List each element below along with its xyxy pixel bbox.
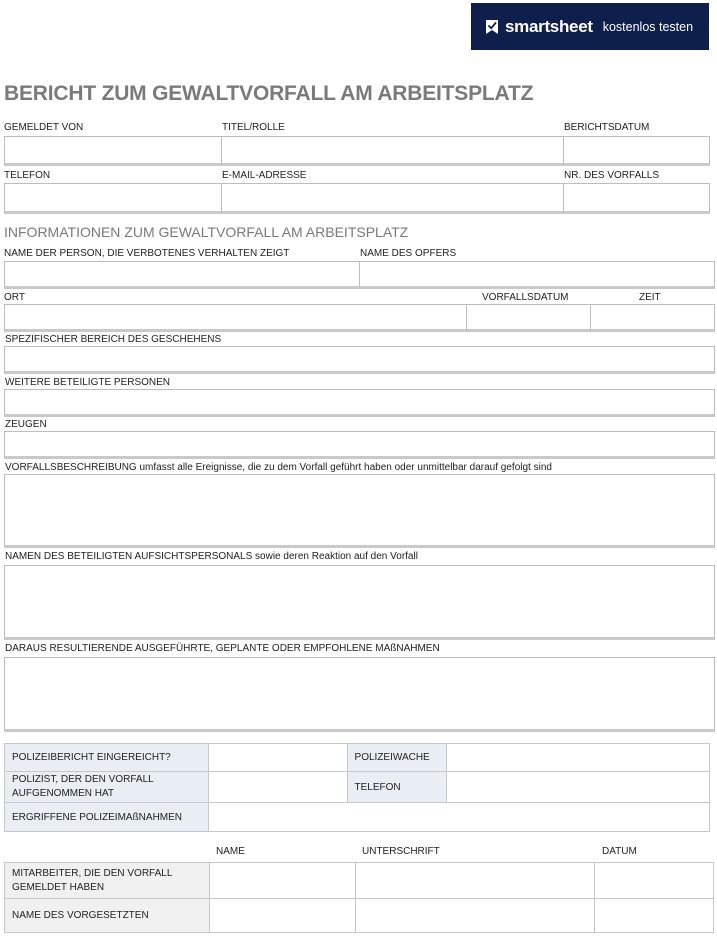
table-row (5, 803, 710, 832)
specific-area-label: SPEZIFISCHER BEREICH DES GESCHEHENS (5, 334, 222, 345)
police-measures-cell[interactable] (208, 803, 709, 832)
witnesses-label: ZEUGEN (5, 419, 47, 430)
sig-employee-date-input[interactable] (595, 873, 713, 888)
incident-no-input[interactable] (564, 184, 709, 211)
table-row (5, 772, 710, 803)
victim-name-label: NAME DES OPFERS (360, 248, 457, 259)
sig-supervisor-name-input[interactable] (210, 908, 355, 923)
sig-supervisor-signature-cell[interactable] (355, 899, 595, 933)
police-officer-label: POLIZIST, DER DEN VORFALL AUFGENOMMEN HAT (5, 772, 209, 803)
police-report-filed-cell[interactable] (208, 744, 347, 772)
table-row (5, 899, 714, 933)
banner-brand: smartsheet (505, 16, 593, 36)
others-involved-label: WEITERE BETEILIGTE PERSONEN (5, 377, 171, 388)
offender-name-input[interactable] (5, 262, 359, 286)
police-measures-input[interactable] (209, 810, 709, 825)
others-involved-input[interactable] (5, 390, 714, 414)
sig-col-date-label: DATUM (602, 846, 637, 857)
others-involved-field[interactable] (4, 389, 715, 417)
sig-supervisor-date-cell[interactable] (595, 899, 714, 933)
page-title: BERICHT ZUM GEWALTVORFALL AM ARBEITSPLATZ (4, 82, 534, 105)
sig-supervisor-date-input[interactable] (595, 908, 713, 923)
report-date-label: BERICHTSDATUM (564, 122, 650, 133)
location-field[interactable] (4, 304, 467, 332)
description-textarea[interactable] (5, 475, 714, 545)
section-title: INFORMATIONEN ZUM GEWALTVORFALL AM ARBEITSPLATZ (4, 224, 409, 240)
police-officer-input[interactable] (209, 780, 347, 795)
incident-date-label: VORFALLSDATUM (482, 292, 569, 303)
email-label: E-MAIL-ADRESSE (222, 170, 307, 181)
witnesses-input[interactable] (5, 432, 714, 456)
incident-no-field[interactable] (563, 183, 710, 214)
sig-supervisor-signature-input[interactable] (356, 908, 595, 923)
sig-employee-name-input[interactable] (210, 873, 355, 888)
police-report-filed-input[interactable] (209, 750, 347, 765)
sig-employee-date-cell[interactable] (595, 863, 714, 899)
report-date-input[interactable] (564, 137, 709, 163)
incident-no-label: NR. DES VORFALLS (564, 170, 660, 181)
actions-textarea[interactable] (5, 658, 714, 729)
actions-field[interactable] (4, 657, 715, 732)
sig-employee-signature-cell[interactable] (355, 863, 595, 899)
table-row (5, 863, 714, 899)
phone-field[interactable] (4, 183, 222, 214)
offender-name-label: NAME DER PERSON, DIE VERBOTENES VERHALTEN ZEIGT (4, 248, 290, 259)
report-date-field[interactable] (563, 136, 710, 166)
supervisors-field[interactable] (4, 565, 715, 640)
smartsheet-logo-icon (485, 18, 499, 36)
sig-employee-label: MITARBEITER, DIE DEN VORFALL GEMELDET HABEN (5, 863, 210, 899)
incident-date-field[interactable] (466, 304, 591, 332)
title-role-input[interactable] (222, 137, 563, 163)
phone-input[interactable] (5, 184, 221, 211)
title-role-label: TITEL/ROLLE (222, 122, 285, 133)
police-station-input[interactable] (447, 750, 710, 765)
location-input[interactable] (5, 305, 466, 329)
reported-by-input[interactable] (5, 137, 221, 163)
time-input[interactable] (591, 305, 714, 329)
actions-label: DARAUS RESULTIERENDE AUSGEFÜHRTE, GEPLANTE ODER EMPFOHLENE MAßNAHMEN (5, 643, 440, 654)
victim-name-field[interactable] (359, 261, 715, 289)
title-role-field[interactable] (221, 136, 564, 166)
police-phone-label: TELEFON (347, 772, 446, 803)
specific-area-input[interactable] (5, 347, 714, 371)
witnesses-field[interactable] (4, 431, 715, 459)
time-field[interactable] (590, 304, 715, 332)
police-station-label: POLIZEIWACHE (347, 744, 446, 772)
police-phone-input[interactable] (447, 780, 710, 795)
incident-date-input[interactable] (467, 305, 590, 329)
police-measures-label: ERGRIFFENE POLIZEIMAßNAHMEN (5, 803, 209, 832)
police-table (4, 743, 710, 832)
police-officer-cell[interactable] (208, 772, 347, 803)
reported-by-label: GEMELDET VON (4, 122, 84, 133)
time-label: ZEIT (639, 292, 661, 303)
signature-table (4, 862, 714, 933)
supervisors-textarea[interactable] (5, 566, 714, 637)
supervisors-label: NAMEN DES BETEILIGTEN AUFSICHTSPERSONALS sowie deren Reaktion auf den Vorfall (5, 551, 418, 562)
police-phone-cell[interactable] (446, 772, 710, 803)
description-label: VORFALLSBESCHREIBUNG umfasst alle Ereignisse, die zu dem Vorfall geführt haben oder unmittelbar darauf gefolgt sind (5, 462, 552, 473)
reported-by-field[interactable] (4, 136, 222, 166)
description-field[interactable] (4, 474, 715, 548)
police-report-filed-label: POLIZEIBERICHT EINGEREICHT? (5, 744, 209, 772)
email-field[interactable] (221, 183, 564, 214)
email-input[interactable] (222, 184, 563, 211)
sig-col-signature-label: UNTERSCHRIFT (362, 846, 440, 857)
sig-col-name-label: NAME (216, 846, 245, 857)
location-label: ORT (4, 292, 25, 303)
sig-employee-name-cell[interactable] (209, 863, 355, 899)
specific-area-field[interactable] (4, 346, 715, 374)
smartsheet-banner[interactable] (471, 3, 709, 50)
sig-supervisor-label: NAME DES VORGESETZTEN (5, 899, 210, 933)
sig-supervisor-name-cell[interactable] (209, 899, 355, 933)
offender-name-field[interactable] (4, 261, 360, 289)
victim-name-input[interactable] (360, 262, 714, 286)
sig-employee-signature-input[interactable] (356, 873, 595, 888)
table-row (5, 744, 710, 772)
police-station-cell[interactable] (446, 744, 710, 772)
phone-label: TELEFON (4, 170, 51, 181)
banner-cta: kostenlos testen (602, 19, 694, 34)
